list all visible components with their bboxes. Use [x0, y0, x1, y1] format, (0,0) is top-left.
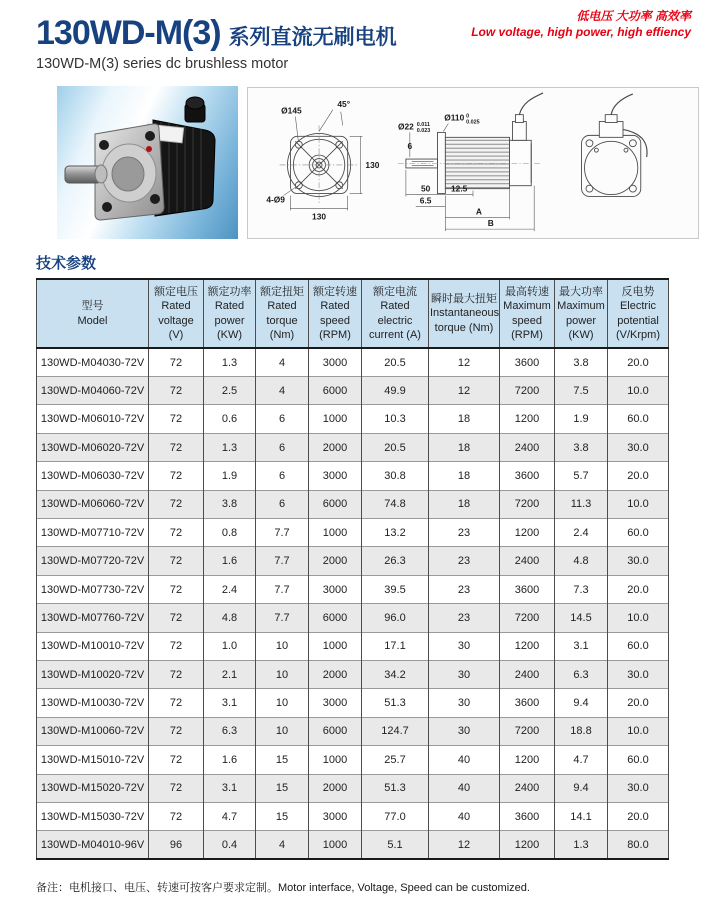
- cell-rated-power: 4.8: [204, 604, 256, 632]
- cell-instantaneous-torque: 30: [429, 689, 500, 717]
- cell-rated-current: 51.3: [362, 689, 429, 717]
- cell-back-emf: 20.0: [608, 802, 669, 830]
- shaft-tol-lower: 0.023: [416, 127, 431, 134]
- cell-max-power: 3.1: [555, 632, 608, 660]
- spigot-tol-upper: 0: [466, 113, 470, 120]
- cell-rated-speed: 1000: [309, 746, 362, 774]
- cell-rated-voltage: 72: [149, 547, 204, 575]
- cell-model: 130WD-M07720-72V: [37, 547, 149, 575]
- col-header-back-emf: 反电势 Electric potential (V/Krpm): [608, 279, 669, 348]
- front-width-dim: 130: [312, 211, 327, 222]
- dimension-drawings: [247, 87, 699, 239]
- cell-max-speed: 3600: [500, 575, 555, 603]
- spec-table-row: [37, 660, 669, 688]
- cell-rated-speed: 3000: [309, 575, 362, 603]
- spec-table: [36, 278, 669, 860]
- cell-back-emf: 80.0: [608, 831, 669, 859]
- cell-rated-voltage: 72: [149, 348, 204, 376]
- cell-instantaneous-torque: 18: [429, 405, 500, 433]
- cell-model: 130WD-M04060-72V: [37, 377, 149, 405]
- section-title-tech-params: 技术参数: [36, 255, 97, 272]
- cell-rated-power: 0.4: [204, 831, 256, 859]
- spigot-tol-lower: 0.025: [466, 119, 480, 126]
- cell-max-power: 14.5: [555, 604, 608, 632]
- shoulder-dim: 6.5: [419, 195, 432, 206]
- cell-back-emf: 10.0: [608, 377, 669, 405]
- cell-max-speed: 3600: [500, 802, 555, 830]
- spec-table-row: [37, 405, 669, 433]
- tagline-en: Low voltage, high power, high effiency: [471, 25, 691, 40]
- cell-max-speed: 2400: [500, 660, 555, 688]
- cell-rated-torque: 4: [256, 831, 309, 859]
- cell-max-power: 1.9: [555, 405, 608, 433]
- cell-rated-current: 30.8: [362, 462, 429, 490]
- cell-max-speed: 2400: [500, 774, 555, 802]
- cell-rated-torque: 15: [256, 802, 309, 830]
- cell-rated-speed: 3000: [309, 689, 362, 717]
- cell-rated-power: 1.6: [204, 746, 256, 774]
- spec-table-row: [37, 433, 669, 461]
- cell-max-speed: 7200: [500, 717, 555, 745]
- cell-rated-current: 39.5: [362, 575, 429, 603]
- cell-back-emf: 10.0: [608, 490, 669, 518]
- series-subtitle-en: 130WD-M(3) series dc brushless motor: [36, 56, 289, 72]
- cell-instantaneous-torque: 12: [429, 831, 500, 859]
- cell-back-emf: 10.0: [608, 604, 669, 632]
- cell-instantaneous-torque: 40: [429, 774, 500, 802]
- cell-back-emf: 30.0: [608, 774, 669, 802]
- col-header-rated-power: 额定功率 Rated power (KW): [204, 279, 256, 348]
- cell-model: 130WD-M04030-72V: [37, 348, 149, 376]
- cell-model: 130WD-M15020-72V: [37, 774, 149, 802]
- cell-rated-current: 10.3: [362, 405, 429, 433]
- cell-rated-voltage: 72: [149, 717, 204, 745]
- col-header-model: 型号 Model: [37, 279, 149, 348]
- customization-note: 备注：电机接口、电压、转速可按客户要求定制。Motor interface, Voltage, Speed can be customized.: [36, 882, 530, 894]
- cell-instantaneous-torque: 18: [429, 433, 500, 461]
- cell-max-power: 3.8: [555, 433, 608, 461]
- cell-rated-voltage: 72: [149, 802, 204, 830]
- cell-max-power: 4.8: [555, 547, 608, 575]
- cell-model: 130WD-M15010-72V: [37, 746, 149, 774]
- cell-rated-current: 26.3: [362, 547, 429, 575]
- cell-rated-torque: 7.7: [256, 519, 309, 547]
- spec-table-row: [37, 575, 669, 603]
- cell-max-speed: 3600: [500, 348, 555, 376]
- cell-rated-speed: 2000: [309, 660, 362, 688]
- spigot-dia-dim: Ø110: [444, 112, 465, 123]
- cell-rated-current: 20.5: [362, 348, 429, 376]
- cell-max-power: 9.4: [555, 774, 608, 802]
- cell-rated-current: 74.8: [362, 490, 429, 518]
- motor-photo: [57, 86, 238, 239]
- cell-instantaneous-torque: 30: [429, 717, 500, 745]
- spec-table-row: [37, 519, 669, 547]
- spec-table-row: [37, 802, 669, 830]
- cell-rated-voltage: 72: [149, 405, 204, 433]
- cell-rated-current: 25.7: [362, 746, 429, 774]
- cell-rated-current: 124.7: [362, 717, 429, 745]
- cell-rated-voltage: 72: [149, 632, 204, 660]
- cell-rated-speed: 1000: [309, 831, 362, 859]
- model-series-title: 130WD-M(3): [36, 14, 221, 52]
- cell-max-speed: 1200: [500, 519, 555, 547]
- col-header-rated-current: 额定电流 Rated electric current (A): [362, 279, 429, 348]
- cell-instantaneous-torque: 23: [429, 604, 500, 632]
- col-header-max-speed: 最高转速 Maximum speed (RPM): [500, 279, 555, 348]
- cell-max-power: 9.4: [555, 689, 608, 717]
- cell-rated-current: 34.2: [362, 660, 429, 688]
- spec-table-row: [37, 632, 669, 660]
- marketing-tagline: [471, 8, 691, 40]
- cell-rated-voltage: 72: [149, 490, 204, 518]
- cell-back-emf: 60.0: [608, 519, 669, 547]
- shaft-dia-dim: Ø22: [397, 121, 414, 132]
- cell-rated-torque: 15: [256, 746, 309, 774]
- cell-back-emf: 60.0: [608, 746, 669, 774]
- motor-photo-illustration: [57, 86, 238, 239]
- cell-max-power: 5.7: [555, 462, 608, 490]
- cell-rated-torque: 15: [256, 774, 309, 802]
- pilot-depth-dim: 12.5: [451, 183, 468, 194]
- cell-instantaneous-torque: 18: [429, 490, 500, 518]
- cell-rated-power: 1.9: [204, 462, 256, 490]
- cell-rated-power: 1.0: [204, 632, 256, 660]
- cell-rated-speed: 2000: [309, 774, 362, 802]
- cell-model: 130WD-M10010-72V: [37, 632, 149, 660]
- cell-rated-speed: 6000: [309, 490, 362, 518]
- cell-max-speed: 7200: [500, 377, 555, 405]
- cell-rated-speed: 1000: [309, 519, 362, 547]
- cell-rated-speed: 1000: [309, 632, 362, 660]
- cell-rated-speed: 6000: [309, 717, 362, 745]
- cell-instantaneous-torque: 40: [429, 746, 500, 774]
- cell-rated-power: 0.6: [204, 405, 256, 433]
- cell-back-emf: 60.0: [608, 405, 669, 433]
- cell-rated-power: 4.7: [204, 802, 256, 830]
- spec-table-row: [37, 490, 669, 518]
- cell-rated-current: 13.2: [362, 519, 429, 547]
- cell-rated-speed: 6000: [309, 377, 362, 405]
- cell-rated-power: 1.3: [204, 433, 256, 461]
- cell-model: 130WD-M04010-96V: [37, 831, 149, 859]
- cell-back-emf: 20.0: [608, 575, 669, 603]
- cell-rated-current: 49.9: [362, 377, 429, 405]
- cell-rated-power: 1.6: [204, 547, 256, 575]
- cell-rated-torque: 4: [256, 348, 309, 376]
- cell-max-power: 6.3: [555, 660, 608, 688]
- col-header-rated-torque: 额定扭矩 Rated torque (Nm): [256, 279, 309, 348]
- spec-table-row: [37, 689, 669, 717]
- cell-rated-power: 1.3: [204, 348, 256, 376]
- cell-max-speed: 1200: [500, 831, 555, 859]
- cell-rated-current: 96.0: [362, 604, 429, 632]
- cell-rated-torque: 7.7: [256, 604, 309, 632]
- cell-model: 130WD-M06030-72V: [37, 462, 149, 490]
- cell-rated-torque: 6: [256, 490, 309, 518]
- cell-instantaneous-torque: 23: [429, 575, 500, 603]
- cell-max-power: 11.3: [555, 490, 608, 518]
- cell-rated-torque: 7.7: [256, 547, 309, 575]
- spec-table-row: [37, 348, 669, 376]
- cell-rated-voltage: 72: [149, 689, 204, 717]
- cell-rated-voltage: 72: [149, 377, 204, 405]
- cell-rated-current: 5.1: [362, 831, 429, 859]
- cell-rated-torque: 6: [256, 462, 309, 490]
- cell-rated-power: 2.4: [204, 575, 256, 603]
- cell-max-power: 2.4: [555, 519, 608, 547]
- cell-back-emf: 30.0: [608, 660, 669, 688]
- cell-rated-voltage: 72: [149, 462, 204, 490]
- length-a-dim: A: [475, 206, 482, 217]
- cell-rated-current: 77.0: [362, 802, 429, 830]
- rear-view-drawing: [582, 94, 647, 197]
- cell-model: 130WD-M07730-72V: [37, 575, 149, 603]
- cell-max-speed: 7200: [500, 490, 555, 518]
- cell-rated-voltage: 72: [149, 604, 204, 632]
- cell-rated-torque: 10: [256, 632, 309, 660]
- cell-rated-voltage: 72: [149, 746, 204, 774]
- tagline-zh: 低电压 大功率 高效率: [576, 9, 691, 23]
- spec-table-header-row: [37, 279, 669, 348]
- shaft-length-dim: 50: [420, 183, 431, 194]
- cell-max-speed: 1200: [500, 632, 555, 660]
- cell-model: 130WD-M07760-72V: [37, 604, 149, 632]
- cell-max-power: 7.5: [555, 377, 608, 405]
- series-title-zh: 系列直流无刷电机: [228, 26, 397, 49]
- cell-instantaneous-torque: 40: [429, 802, 500, 830]
- cell-max-speed: 3600: [500, 689, 555, 717]
- cell-rated-torque: 10: [256, 717, 309, 745]
- col-header-rated-speed: 额定转速 Rated speed (RPM): [309, 279, 362, 348]
- cell-rated-voltage: 72: [149, 774, 204, 802]
- cell-rated-torque: 4: [256, 377, 309, 405]
- spec-table-row: [37, 547, 669, 575]
- cell-rated-power: 3.1: [204, 689, 256, 717]
- side-view-drawing: [398, 93, 543, 231]
- cell-max-speed: 1200: [500, 746, 555, 774]
- cell-instantaneous-torque: 23: [429, 519, 500, 547]
- spec-table-body: [37, 348, 669, 859]
- cell-rated-power: 6.3: [204, 717, 256, 745]
- cell-max-power: 18.8: [555, 717, 608, 745]
- cell-model: 130WD-M10030-72V: [37, 689, 149, 717]
- cell-instantaneous-torque: 23: [429, 547, 500, 575]
- cell-instantaneous-torque: 12: [429, 348, 500, 376]
- cell-rated-voltage: 72: [149, 519, 204, 547]
- cell-rated-speed: 2000: [309, 547, 362, 575]
- spec-table-row: [37, 604, 669, 632]
- cell-rated-power: 0.8: [204, 519, 256, 547]
- cell-back-emf: 30.0: [608, 547, 669, 575]
- cell-rated-voltage: 96: [149, 831, 204, 859]
- cell-max-power: 3.8: [555, 348, 608, 376]
- keyway-width-dim: 6: [407, 141, 413, 152]
- cell-model: 130WD-M06060-72V: [37, 490, 149, 518]
- cell-max-speed: 3600: [500, 462, 555, 490]
- col-header-instantaneous-torque: 瞬时最大扭矩 Instantaneous torque (Nm): [429, 279, 500, 348]
- cell-back-emf: 20.0: [608, 689, 669, 717]
- cell-back-emf: 20.0: [608, 348, 669, 376]
- cell-rated-voltage: 72: [149, 660, 204, 688]
- cell-rated-voltage: 72: [149, 575, 204, 603]
- cell-instantaneous-torque: 12: [429, 377, 500, 405]
- cell-rated-speed: 3000: [309, 802, 362, 830]
- cell-instantaneous-torque: 18: [429, 462, 500, 490]
- cell-max-speed: 1200: [500, 405, 555, 433]
- front-angle-dim: 45°: [337, 98, 351, 109]
- cell-rated-current: 20.5: [362, 433, 429, 461]
- cell-rated-torque: 6: [256, 433, 309, 461]
- col-header-rated-voltage: 额定电压 Rated voltage (V): [149, 279, 204, 348]
- cell-max-power: 14.1: [555, 802, 608, 830]
- cell-model: 130WD-M10020-72V: [37, 660, 149, 688]
- cell-rated-power: 3.1: [204, 774, 256, 802]
- cell-max-power: 4.7: [555, 746, 608, 774]
- cell-rated-torque: 10: [256, 689, 309, 717]
- cell-max-power: 7.3: [555, 575, 608, 603]
- cell-max-speed: 2400: [500, 433, 555, 461]
- cell-max-speed: 7200: [500, 604, 555, 632]
- length-b-dim: B: [487, 218, 494, 229]
- cell-rated-power: 2.5: [204, 377, 256, 405]
- cell-rated-speed: 1000: [309, 405, 362, 433]
- spec-table-row: [37, 831, 669, 859]
- spec-table-row: [37, 377, 669, 405]
- cell-rated-torque: 6: [256, 405, 309, 433]
- cell-model: 130WD-M06020-72V: [37, 433, 149, 461]
- cell-max-speed: 2400: [500, 547, 555, 575]
- cell-instantaneous-torque: 30: [429, 632, 500, 660]
- front-bolt-circle-dim: Ø145: [281, 105, 302, 116]
- page-title: [36, 14, 397, 72]
- cell-rated-speed: 3000: [309, 348, 362, 376]
- cell-rated-torque: 10: [256, 660, 309, 688]
- cell-rated-voltage: 72: [149, 433, 204, 461]
- front-view-drawing: [266, 99, 379, 222]
- cell-model: 130WD-M15030-72V: [37, 802, 149, 830]
- cell-back-emf: 30.0: [608, 433, 669, 461]
- cell-rated-speed: 6000: [309, 604, 362, 632]
- cell-back-emf: 20.0: [608, 462, 669, 490]
- cell-back-emf: 60.0: [608, 632, 669, 660]
- cell-back-emf: 10.0: [608, 717, 669, 745]
- cell-rated-power: 2.1: [204, 660, 256, 688]
- spec-table-row: [37, 462, 669, 490]
- cell-rated-power: 3.8: [204, 490, 256, 518]
- spec-table-row: [37, 774, 669, 802]
- shaft-tol-upper: 0.011: [416, 121, 430, 128]
- cell-model: 130WD-M07710-72V: [37, 519, 149, 547]
- cell-model: 130WD-M10060-72V: [37, 717, 149, 745]
- cell-rated-current: 51.3: [362, 774, 429, 802]
- cell-model: 130WD-M06010-72V: [37, 405, 149, 433]
- spec-table-row: [37, 717, 669, 745]
- cell-rated-speed: 3000: [309, 462, 362, 490]
- front-holes-dim: 4-Ø9: [266, 194, 285, 205]
- cell-rated-torque: 7.7: [256, 575, 309, 603]
- spec-table-row: [37, 746, 669, 774]
- cell-instantaneous-torque: 30: [429, 660, 500, 688]
- cell-rated-speed: 2000: [309, 433, 362, 461]
- front-height-dim: 130: [365, 159, 380, 170]
- cell-max-power: 1.3: [555, 831, 608, 859]
- cell-rated-current: 17.1: [362, 632, 429, 660]
- col-header-max-power: 最大功率 Maximum power (KW): [555, 279, 608, 348]
